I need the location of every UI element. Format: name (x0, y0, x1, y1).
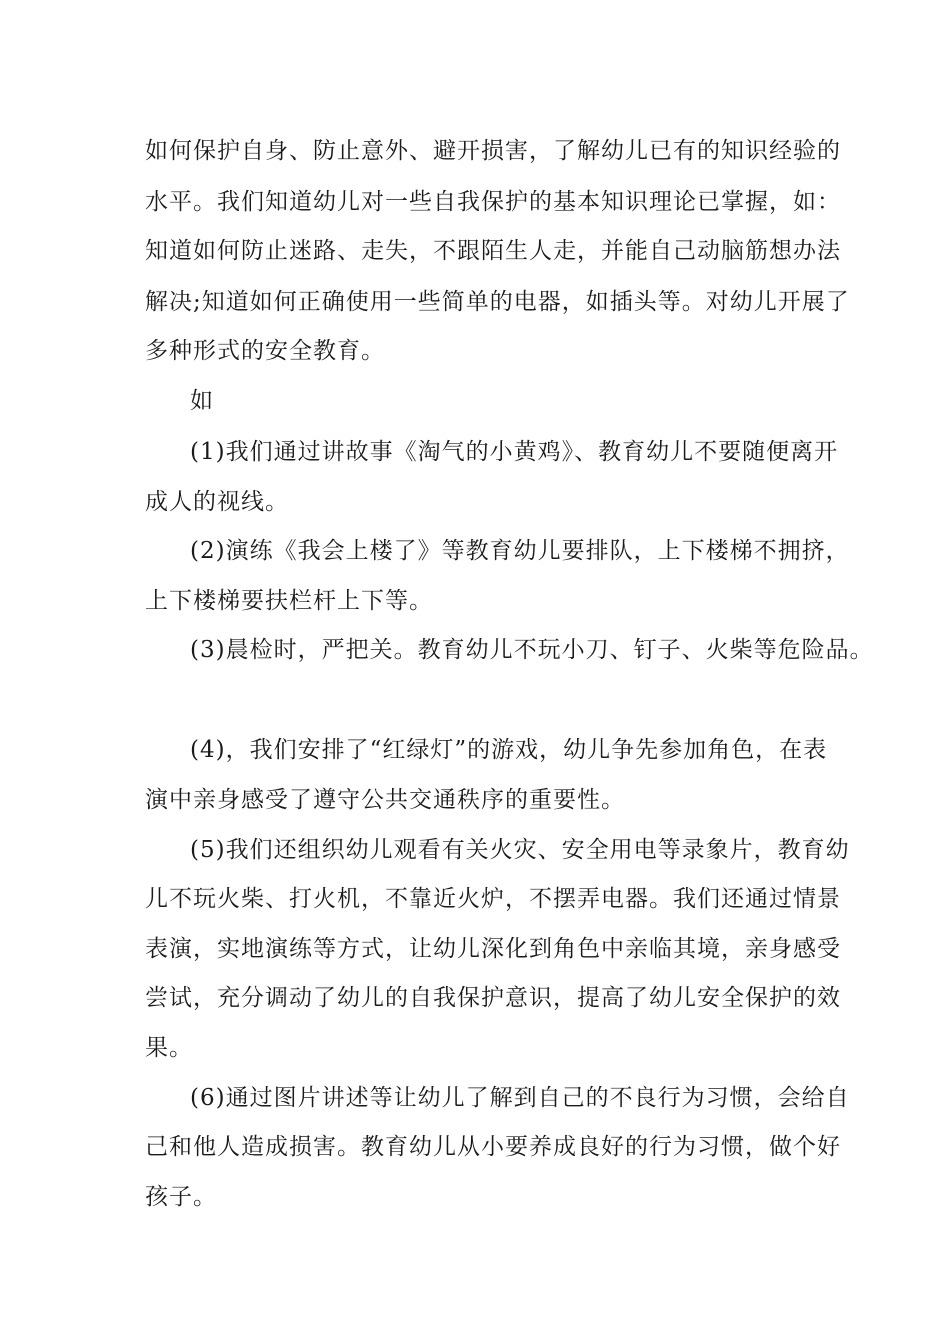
list-item-4-line: (4)，我们安排了“红绿灯”的游戏，幼儿争先参加角色，在表 (190, 737, 828, 763)
list-item-1-line: (1)我们通过讲故事《淘气的小黄鸡》、教育幼儿不要随便离开 (190, 439, 839, 465)
paragraph-line: 如 (190, 388, 214, 414)
list-item-5-line: 果。 (145, 1035, 193, 1061)
text-line: 水平。我们知道幼儿对一些自我保护的基本知识理论已掌握，如： (145, 189, 841, 215)
list-item-5-line: 儿不玩火柴、打火机，不靠近火炉，不摆弄电器。我们还通过情景 (145, 886, 841, 912)
list-item-4-line: 演中亲身感受了遵守公共交通秩序的重要性。 (145, 787, 625, 813)
list-item-1-line: 成人的视线。 (145, 489, 289, 515)
list-item-5-line: 尝试，充分调动了幼儿的自我保护意识，提高了幼儿安全保护的效 (145, 985, 841, 1011)
list-item-5-line: 表演，实地演练等方式，让幼儿深化到角色中亲临其境，亲身感受 (145, 936, 841, 962)
list-item-6-line: (6)通过图片讲述等让幼儿了解到自己的不良行为习惯，会给自 (190, 1085, 850, 1111)
text-line: 解决;知道如何正确使用一些简单的电器，如插头等。对幼儿开展了 (145, 289, 850, 315)
list-item-3-line: (3)晨检时，严把关。教育幼儿不玩小刀、钉子、火柴等危险品。 (190, 637, 874, 663)
text-line: 如何保护自身、防止意外、避开损害，了解幼儿已有的知识经验的 (145, 138, 841, 164)
text-line: 多种形式的安全教育。 (145, 338, 385, 364)
list-item-2-line: (2)演练《我会上楼了》等教育幼儿要排队，上下楼梯不拥挤， (190, 538, 850, 564)
list-item-6-line: 己和他人造成损害。教育幼儿从小要养成良好的行为习惯，做个好 (145, 1134, 841, 1160)
list-item-2-line: 上下楼梯要扶栏杆上下等。 (145, 588, 433, 614)
list-item-5-line: (5)我们还组织幼儿观看有关火灾、安全用电等录象片，教育幼 (190, 837, 850, 863)
list-item-6-line: 孩子。 (145, 1184, 217, 1210)
text-line: 知道如何防止迷路、走失，不跟陌生人走，并能自己动脑筋想办法 (145, 238, 841, 264)
